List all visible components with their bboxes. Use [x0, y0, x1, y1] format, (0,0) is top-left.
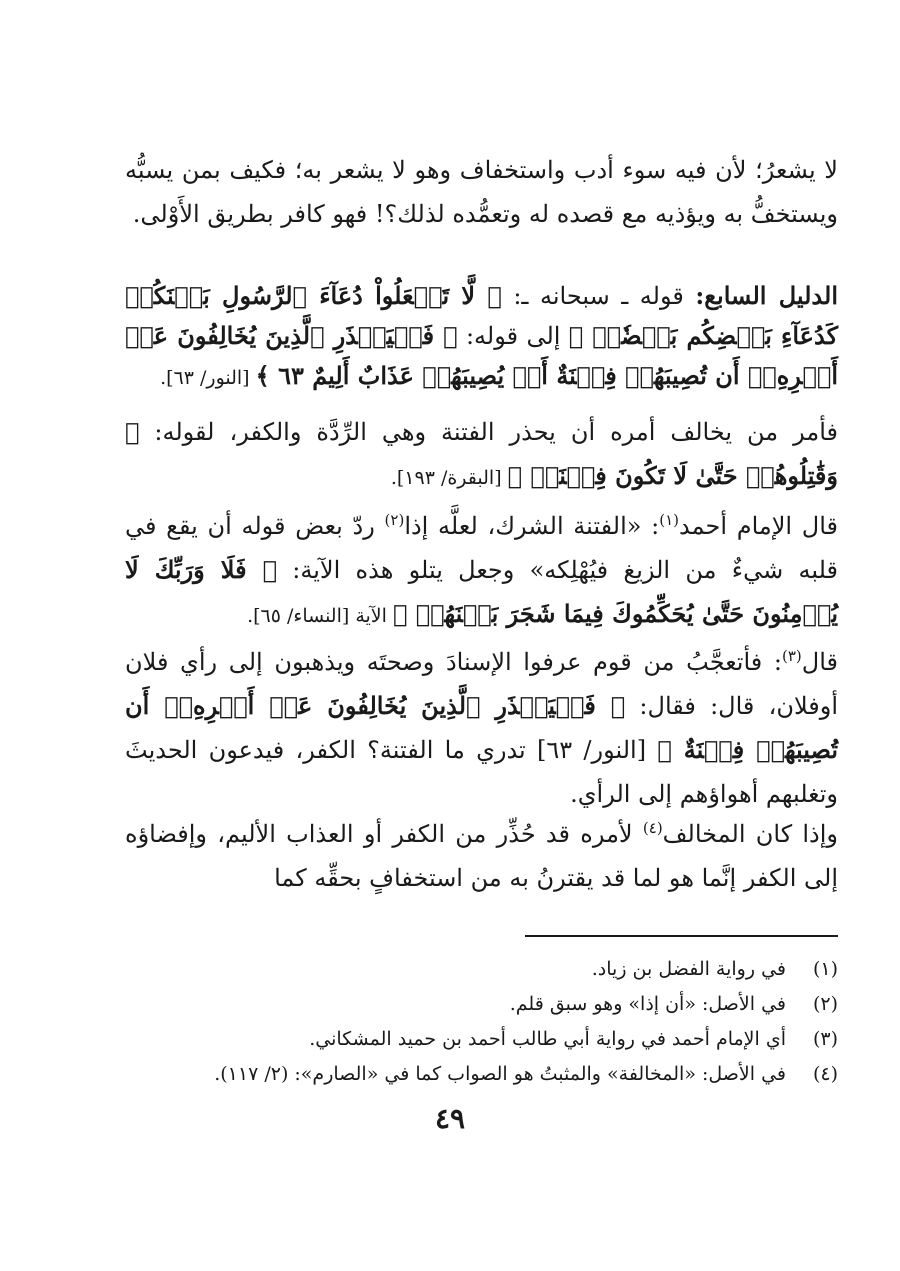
evidence-heading: الدليل السابع: [695, 281, 838, 310]
verse-reference-3: الآية [النساء/ ٦٥]. [247, 605, 393, 627]
footnotes [125, 952, 838, 1092]
footnote-3 [125, 1022, 838, 1057]
paragraph-2-part-a: قوله ـ سبحانه ـ: [501, 282, 696, 310]
paragraph-5-part-b: : فأتعجَّبُ من قوم عرفوا الإسنادَ وصحتَه ويذهبون إلى رأي فلان أوفلان، قال: فقال: [125, 648, 838, 720]
paragraph-2 [125, 276, 838, 398]
footnote-number: (٢) [812, 993, 838, 1015]
verse-reference-2: [البقرة/ ١٩٣]. [390, 467, 508, 489]
paragraph-4-text [125, 504, 838, 638]
footnote-number: (٣) [812, 1028, 838, 1050]
paragraph-3 [125, 410, 838, 500]
paragraph-6-part-a: وإذا كان المخالف [662, 820, 838, 848]
paragraph-5-part-c: [النور/ ٦٣] تدري ما الفتنة؟ الكفر، فيدعون الحديثَ وتغلبهم أهواؤهم إلى الرأي. [125, 736, 838, 808]
footnote-marker-2: (٢) [384, 511, 405, 529]
paragraph-5-text [125, 640, 838, 816]
quran-verse-2: ﴿ فَلۡيَحۡذَرِ ٱلَّذِينَ يُخَالِفُونَ عَنۡ أَمۡرِهِۦٓ أَن تُصِيبَهُمۡ فِتۡنَةٌ أَوۡ يُصِيبَهُمۡ عَذَابٌ أَلِيمٌ ٦٣ ﴾ [125, 321, 838, 390]
paragraph-2-text [125, 276, 838, 398]
footnote-number: (٤) [812, 1063, 838, 1085]
paragraph-6 [125, 812, 838, 900]
paragraph-1-text: لا يشعرُ؛ لأن فيه سوء أدب واستخفاف وهو لا يشعر به؛ فكيف بمن يسبُّه ويستخفُّ به ويؤذيه مع قصده له وتعمُّده لذلك؟! فهو كافر بطريق الأَوْلى. [125, 156, 838, 228]
paragraph-3-text [125, 410, 838, 500]
footnote-marker-3: (٣) [781, 647, 802, 665]
paragraph-5-part-a: قال [801, 648, 838, 676]
paragraph-6-part-b: لأمره قد حُذِّر من الكفر أو العذاب الأليم، وإفضاؤه إلى الكفر إنَّما هو لما قد يقترنُ به من استخفافٍ بحقِّه كما [125, 820, 838, 892]
page-number: ٤٩ [434, 1102, 466, 1135]
paragraph-5 [125, 640, 838, 816]
footnote-divider [525, 935, 838, 937]
paragraph-4-part-a: قال الإمام أحمد [679, 512, 839, 540]
footnote-2 [125, 987, 838, 1022]
paragraph-4-part-c: ردّ بعض قوله أن يقع في قلبه شيءٌ من الزيغ فيُهْلِكه» وجعل يتلو هذه الآية: [125, 512, 838, 584]
verse-reference-1: [النور/ ٦٣]. [160, 367, 256, 389]
footnote-1 [125, 952, 838, 987]
quran-verse-3: ﴿ وَقَٰتِلُوهُمۡ حَتَّىٰ لَا تَكُونَ فِتۡنَةٞ ﴾ [125, 417, 838, 490]
footnote-marker-1: (١) [659, 511, 680, 529]
footnote-marker-4: (٤) [642, 819, 663, 837]
paragraph-4-part-b: : «الفتنة الشرك، لعلَّه إذا [404, 512, 660, 540]
paragraph-6-text [125, 812, 838, 900]
quran-verse-4: ﴿ فَلَا وَرَبِّكَ لَا يُؤۡمِنُونَ حَتَّىٰ يُحَكِّمُوكَ فِيمَا شَجَرَ بَيۡنَهُمۡ ﴾ [125, 555, 838, 628]
paragraph-1 [125, 148, 838, 236]
footnote-number: (١) [812, 958, 838, 980]
paragraph-3-part-a: فأمر من يخالف أمره أن يحذر الفتنة وهي الرِّدَّة والكفر، لقوله: [139, 418, 838, 446]
footnote-text: أي الإمام أحمد في رواية أبي طالب أحمد بن حميد المشكاني. [309, 1028, 786, 1050]
quran-verse-1: ﴿ لَّا تَجۡعَلُواْ دُعَآءَ ٱلرَّسُولِ بَيۡنَكُمۡ كَدُعَآءِ بَعۡضِكُم بَعۡضٗاۚ ﴾ [125, 281, 838, 350]
footnote-4 [125, 1057, 838, 1092]
paragraph-4 [125, 504, 838, 638]
footnote-text: في الأصل: «أن إذا» وهو سبق قلم. [509, 993, 786, 1015]
quran-verse-5: ﴿ فَلۡيَحۡذَرِ ٱلَّذِينَ يُخَالِفُونَ عَنۡ أَمۡرِهِۦٓ أَن تُصِيبَهُمۡ فِتۡنَةٌ ﴾ [125, 691, 839, 764]
paragraph-2-part-b: إلى قوله: [457, 322, 569, 350]
footnote-text: في رواية الفضل بن زياد. [591, 958, 786, 980]
footnote-text: في الأصل: «المخالفة» والمثبتُ هو الصواب كما في «الصارم»: (٢/ ١١٧). [214, 1063, 786, 1085]
